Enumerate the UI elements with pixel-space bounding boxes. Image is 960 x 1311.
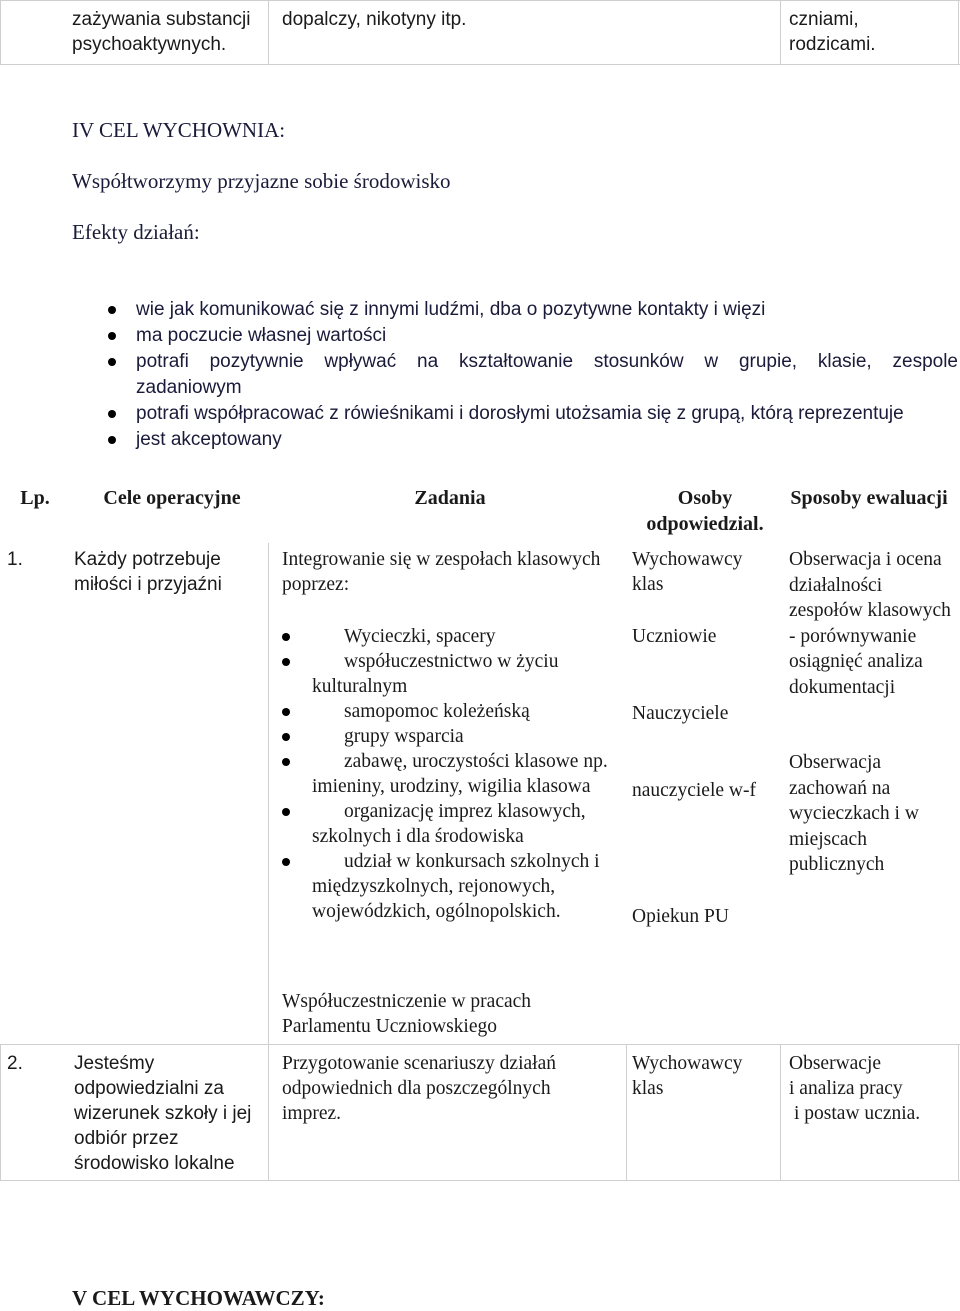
top-cell-parents: czniami, rodzicami. — [789, 9, 876, 55]
row1-cel: Każdy potrzebuje miłości i przyjaźni — [74, 549, 222, 595]
section-iv-title: IV CEL WYCHOWNIA: — [72, 118, 286, 142]
effects-list — [108, 297, 958, 453]
row1-sposoby-1: Obserwacja i ocena działalności zespołów klasowych - porównywanie osiągnięć analiza dokumentacji — [789, 549, 951, 698]
bullet-icon — [282, 858, 290, 866]
task-item: współuczestnictwo w życiu kulturalnym — [312, 649, 622, 699]
row1-zadania-list — [282, 624, 622, 924]
header-sposoby: Sposoby ewaluacji — [790, 487, 948, 509]
row2-sposoby-2: i analiza pracy — [789, 1078, 903, 1099]
task-item: zabawę, uroczystości klasowe np. imieniny, urodziny, wigilia klasowa — [312, 749, 622, 799]
row1-lp: 1. — [7, 549, 23, 570]
row2-lp: 2. — [7, 1053, 23, 1074]
row1-zadania-parliament: Współuczestniczenie w pracach Parlamentu Uczniowskiego — [282, 991, 532, 1037]
effects-item: jest akceptowany — [108, 427, 958, 453]
bullet-icon — [282, 733, 290, 741]
section-iv-subtitle: Współtworzymy przyjazne sobie środowisko — [72, 169, 451, 193]
bullet-icon — [282, 658, 290, 666]
bullet-icon — [282, 758, 290, 766]
row2-cel: Jesteśmy odpowiedzialni za wizerunek szkoły i jej odbiór przez środowisko lokalne — [74, 1053, 252, 1174]
row1-osoby-nauczyciele: Nauczyciele — [632, 703, 729, 724]
row1-sposoby-2: Obserwacja zachowań na wycieczkach i w miejscach publicznych — [789, 752, 919, 875]
bullet-icon — [108, 436, 116, 444]
effects-label: Efekty działań: — [72, 220, 200, 244]
task-item: grupy wsparcia — [312, 724, 622, 749]
bullet-icon — [108, 410, 116, 418]
row2-sposoby-3: i postaw ucznia. — [794, 1103, 921, 1124]
row1-zadania — [282, 547, 622, 924]
row2-zadania: Przygotowanie scenariuszy działań odpowiednich dla poszczególnych imprez. — [282, 1053, 556, 1124]
header-cele: Cele operacyjne — [103, 487, 241, 509]
bullet-icon — [282, 808, 290, 816]
effects-item: wie jak komunikować się z innymi ludźmi, dba o pozytywne kontakty i więzi — [108, 297, 958, 323]
bullet-icon — [282, 708, 290, 716]
row1-zadania-intro: Integrowanie się w zespołach klasowych poprzez: — [282, 549, 601, 595]
header-zadania: Zadania — [414, 487, 486, 509]
header-osoby: Osoby odpowiedzial. — [646, 487, 764, 535]
row2-sposoby-1: Obserwacje — [789, 1053, 882, 1074]
row1-osoby-wf: nauczyciele w-f — [632, 780, 756, 801]
section-v-title: V CEL WYCHOWAWCZY: — [72, 1286, 325, 1310]
top-cell-substances: zażywania substancji psychoaktywnych. — [72, 9, 251, 55]
bullet-icon — [108, 306, 116, 314]
bullet-icon — [108, 332, 116, 340]
effects-item: potrafi współpracować z rówieśnikami i dorosłymi utożsamia się z grupą, którą reprezentuje — [108, 401, 958, 427]
bullet-icon — [108, 358, 116, 366]
effects-item: potrafi pozytywnie wpływać na kształtowanie stosunków w grupie, klasie, zespole zadaniowym — [108, 349, 958, 401]
bullet-icon — [282, 633, 290, 641]
row1-osoby-uczniowie: Uczniowie — [632, 626, 717, 647]
top-cell-stimulants: dopalczy, nikotyny itp. — [282, 9, 467, 30]
row2-sposoby — [789, 1051, 954, 1126]
task-item: udział w konkursach szkolnych i międzyszkolnych, rejonowych, wojewódzkich, ogólnopolskich. — [312, 849, 622, 924]
row2-osoby: Wychowawcy klas — [632, 1053, 743, 1099]
task-item: samopomoc koleżeńską — [312, 699, 622, 724]
header-lp: Lp. — [20, 487, 50, 509]
task-item: Wycieczki, spacery — [312, 624, 622, 649]
row1-osoby-opiekun: Opiekun PU — [632, 906, 729, 927]
row1-osoby-wychowawcy: Wychowawcy klas — [632, 549, 743, 595]
effects-item: ma poczucie własnej wartości — [108, 323, 958, 349]
task-item: organizację imprez klasowych, szkolnych i dla środowiska — [312, 799, 622, 849]
